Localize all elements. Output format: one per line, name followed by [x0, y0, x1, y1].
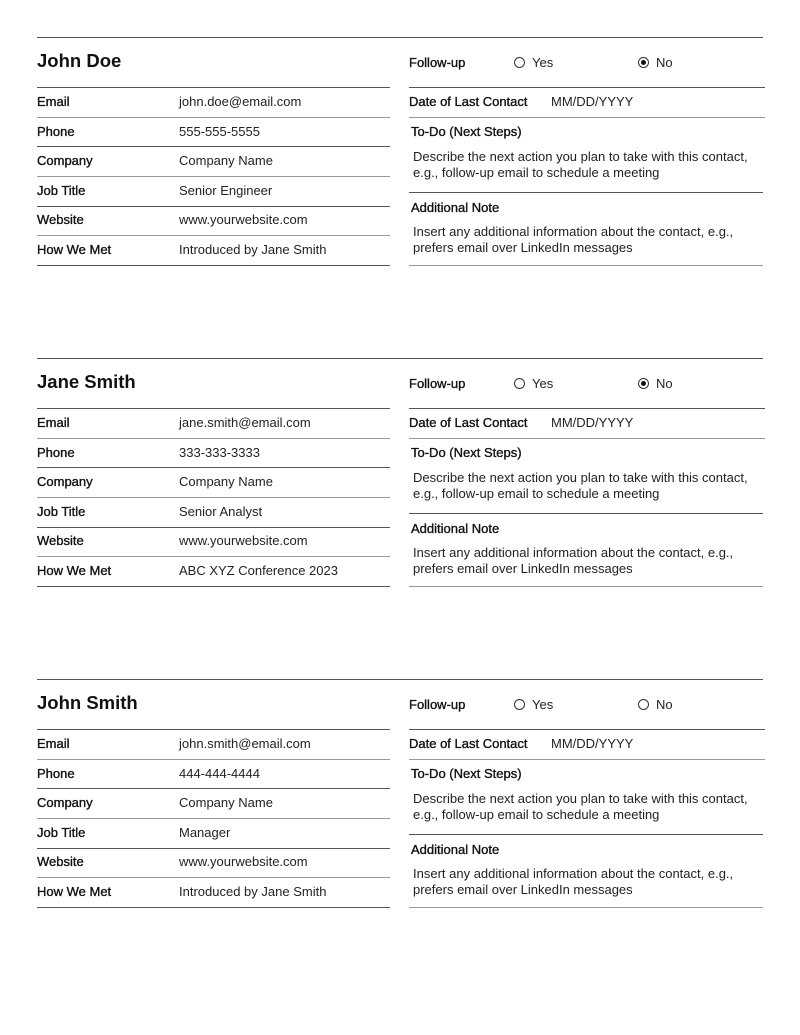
row-divider: [37, 818, 390, 819]
additional-note-text[interactable]: [413, 866, 763, 898]
field-label-phone: Phone: [37, 765, 75, 781]
row-divider: [409, 834, 763, 835]
date-of-last-contact-label: Date of Last Contact: [409, 94, 528, 109]
field-label-how-we-met: How We Met: [37, 563, 112, 578]
row-divider: [37, 556, 390, 557]
row-divider: [409, 117, 765, 118]
follow-up-label: Follow-up: [409, 376, 466, 391]
field-label-email: Email: [37, 736, 70, 751]
follow-up-no-radio[interactable]: [638, 55, 673, 70]
radio-label: Yes: [532, 55, 554, 70]
note-line: prefers email over LinkedIn messages: [413, 561, 633, 576]
contact-card: [0, 37, 800, 277]
field-value-email[interactable]: john.doe@email.com: [179, 94, 302, 109]
radio-label: No: [656, 697, 673, 712]
radio-circle-icon[interactable]: [638, 57, 649, 68]
field-value-how-we-met[interactable]: Introduced by Jane Smith: [179, 242, 327, 257]
todo-line: Describe the next action you plan to take with this contact,: [413, 470, 748, 485]
field-label-company: Company: [37, 474, 93, 490]
note-line: Insert any additional information about the contact, e.g.,: [413, 545, 734, 560]
field-value-website[interactable]: www.yourwebsite.com: [179, 854, 308, 870]
todo-line: Describe the next action you plan to take with this contact,: [413, 149, 748, 164]
radio-label: No: [656, 376, 673, 391]
row-divider: [37, 87, 390, 88]
card-top-divider: [37, 358, 763, 359]
card-top-divider: [37, 679, 763, 680]
row-divider: [409, 729, 765, 730]
row-divider: [37, 497, 390, 498]
field-value-how-we-met[interactable]: ABC XYZ Conference 2023: [179, 563, 338, 578]
todo-line: e.g., follow-up email to schedule a meeting: [413, 165, 660, 180]
note-line: prefers email over LinkedIn messages: [413, 882, 633, 897]
field-value-company[interactable]: Company Name: [179, 153, 273, 169]
additional-note-label: Additional Note: [411, 521, 500, 536]
field-label-email: Email: [37, 94, 70, 109]
row-divider: [409, 408, 765, 409]
date-of-last-contact-value[interactable]: MM/DD/YYYY: [551, 94, 634, 109]
row-divider: [37, 759, 390, 760]
radio-circle-icon[interactable]: [514, 378, 525, 389]
row-divider: [37, 729, 390, 730]
todo-line: e.g., follow-up email to schedule a meeting: [413, 486, 660, 501]
row-divider: [37, 586, 390, 587]
additional-note-text[interactable]: [413, 224, 763, 256]
row-divider: [37, 848, 390, 849]
radio-label: Yes: [532, 376, 554, 391]
row-divider: [409, 586, 763, 587]
additional-note-label: Additional Note: [411, 200, 500, 215]
date-of-last-contact-label: Date of Last Contact: [409, 415, 528, 430]
row-divider: [37, 438, 390, 439]
follow-up-no-radio[interactable]: [638, 697, 673, 712]
field-value-company[interactable]: Company Name: [179, 474, 273, 490]
note-line: Insert any additional information about the contact, e.g.,: [413, 224, 734, 239]
row-divider: [37, 907, 390, 908]
field-label-phone: Phone: [37, 444, 75, 460]
date-of-last-contact-value[interactable]: MM/DD/YYYY: [551, 415, 634, 430]
row-divider: [409, 907, 763, 908]
row-divider: [37, 877, 390, 878]
row-divider: [409, 438, 765, 439]
field-value-how-we-met[interactable]: Introduced by Jane Smith: [179, 884, 327, 899]
field-label-phone: Phone: [37, 123, 75, 139]
contact-name[interactable]: Jane Smith: [37, 371, 136, 392]
row-divider: [37, 408, 390, 409]
card-top-divider: [37, 37, 763, 38]
todo-label: To-Do (Next Steps): [411, 766, 522, 781]
row-divider: [37, 176, 390, 177]
todo-text[interactable]: [413, 470, 763, 502]
field-value-job-title[interactable]: Manager: [179, 824, 231, 840]
row-divider: [37, 235, 390, 236]
row-divider: [409, 192, 763, 193]
todo-label: To-Do (Next Steps): [411, 445, 522, 460]
row-divider: [37, 206, 390, 207]
additional-note-label: Additional Note: [411, 842, 500, 857]
radio-circle-icon[interactable]: [514, 57, 525, 68]
follow-up-label: Follow-up: [409, 697, 466, 712]
field-label-website: Website: [37, 533, 84, 549]
date-of-last-contact-label: Date of Last Contact: [409, 736, 528, 751]
radio-circle-icon[interactable]: [638, 699, 649, 710]
radio-label: Yes: [532, 697, 554, 712]
row-divider: [37, 527, 390, 528]
field-label-company: Company: [37, 153, 93, 169]
follow-up-no-radio[interactable]: [638, 376, 673, 391]
row-divider: [409, 513, 763, 514]
field-value-email[interactable]: jane.smith@email.com: [179, 415, 311, 430]
field-label-job-title: Job Title: [37, 824, 86, 840]
field-label-email: Email: [37, 415, 70, 430]
row-divider: [37, 146, 390, 147]
field-value-website[interactable]: www.yourwebsite.com: [179, 212, 308, 228]
field-label-company: Company: [37, 795, 93, 811]
contact-name[interactable]: John Doe: [37, 50, 122, 71]
contact-card: [0, 358, 800, 598]
date-of-last-contact-value[interactable]: MM/DD/YYYY: [551, 736, 634, 751]
todo-label: To-Do (Next Steps): [411, 124, 522, 139]
follow-up-yes-radio[interactable]: [514, 55, 553, 70]
additional-note-text[interactable]: [413, 545, 763, 577]
row-divider: [409, 87, 765, 88]
todo-line: Describe the next action you plan to take with this contact,: [413, 791, 748, 806]
follow-up-yes-radio[interactable]: [514, 697, 553, 712]
field-label-job-title: Job Title: [37, 182, 86, 198]
field-label-job-title: Job Title: [37, 503, 86, 519]
field-label-website: Website: [37, 212, 84, 228]
field-value-phone[interactable]: 555-555-5555: [179, 123, 260, 139]
field-value-phone[interactable]: 444-444-4444: [179, 765, 260, 781]
row-divider: [37, 788, 390, 789]
note-line: prefers email over LinkedIn messages: [413, 240, 633, 255]
field-label-website: Website: [37, 854, 84, 870]
field-label-how-we-met: How We Met: [37, 242, 112, 257]
todo-text[interactable]: [413, 791, 763, 823]
contact-name[interactable]: John Smith: [37, 692, 138, 713]
field-value-company[interactable]: Company Name: [179, 795, 273, 811]
field-value-email[interactable]: john.smith@email.com: [179, 736, 311, 751]
todo-text[interactable]: [413, 149, 763, 181]
field-value-website[interactable]: www.yourwebsite.com: [179, 533, 308, 549]
field-value-job-title[interactable]: Senior Analyst: [179, 503, 263, 519]
row-divider: [37, 117, 390, 118]
row-divider: [409, 265, 763, 266]
radio-circle-icon[interactable]: [638, 378, 649, 389]
contact-card: [0, 679, 800, 919]
follow-up-label: Follow-up: [409, 55, 466, 70]
field-label-how-we-met: How We Met: [37, 884, 112, 899]
field-value-phone[interactable]: 333-333-3333: [179, 444, 260, 460]
follow-up-yes-radio[interactable]: [514, 376, 553, 391]
row-divider: [37, 467, 390, 468]
row-divider: [37, 265, 390, 266]
todo-line: e.g., follow-up email to schedule a meeting: [413, 807, 660, 822]
note-line: Insert any additional information about the contact, e.g.,: [413, 866, 734, 881]
field-value-job-title[interactable]: Senior Engineer: [179, 182, 273, 198]
radio-label: No: [656, 55, 673, 70]
radio-circle-icon[interactable]: [514, 699, 525, 710]
row-divider: [409, 759, 765, 760]
